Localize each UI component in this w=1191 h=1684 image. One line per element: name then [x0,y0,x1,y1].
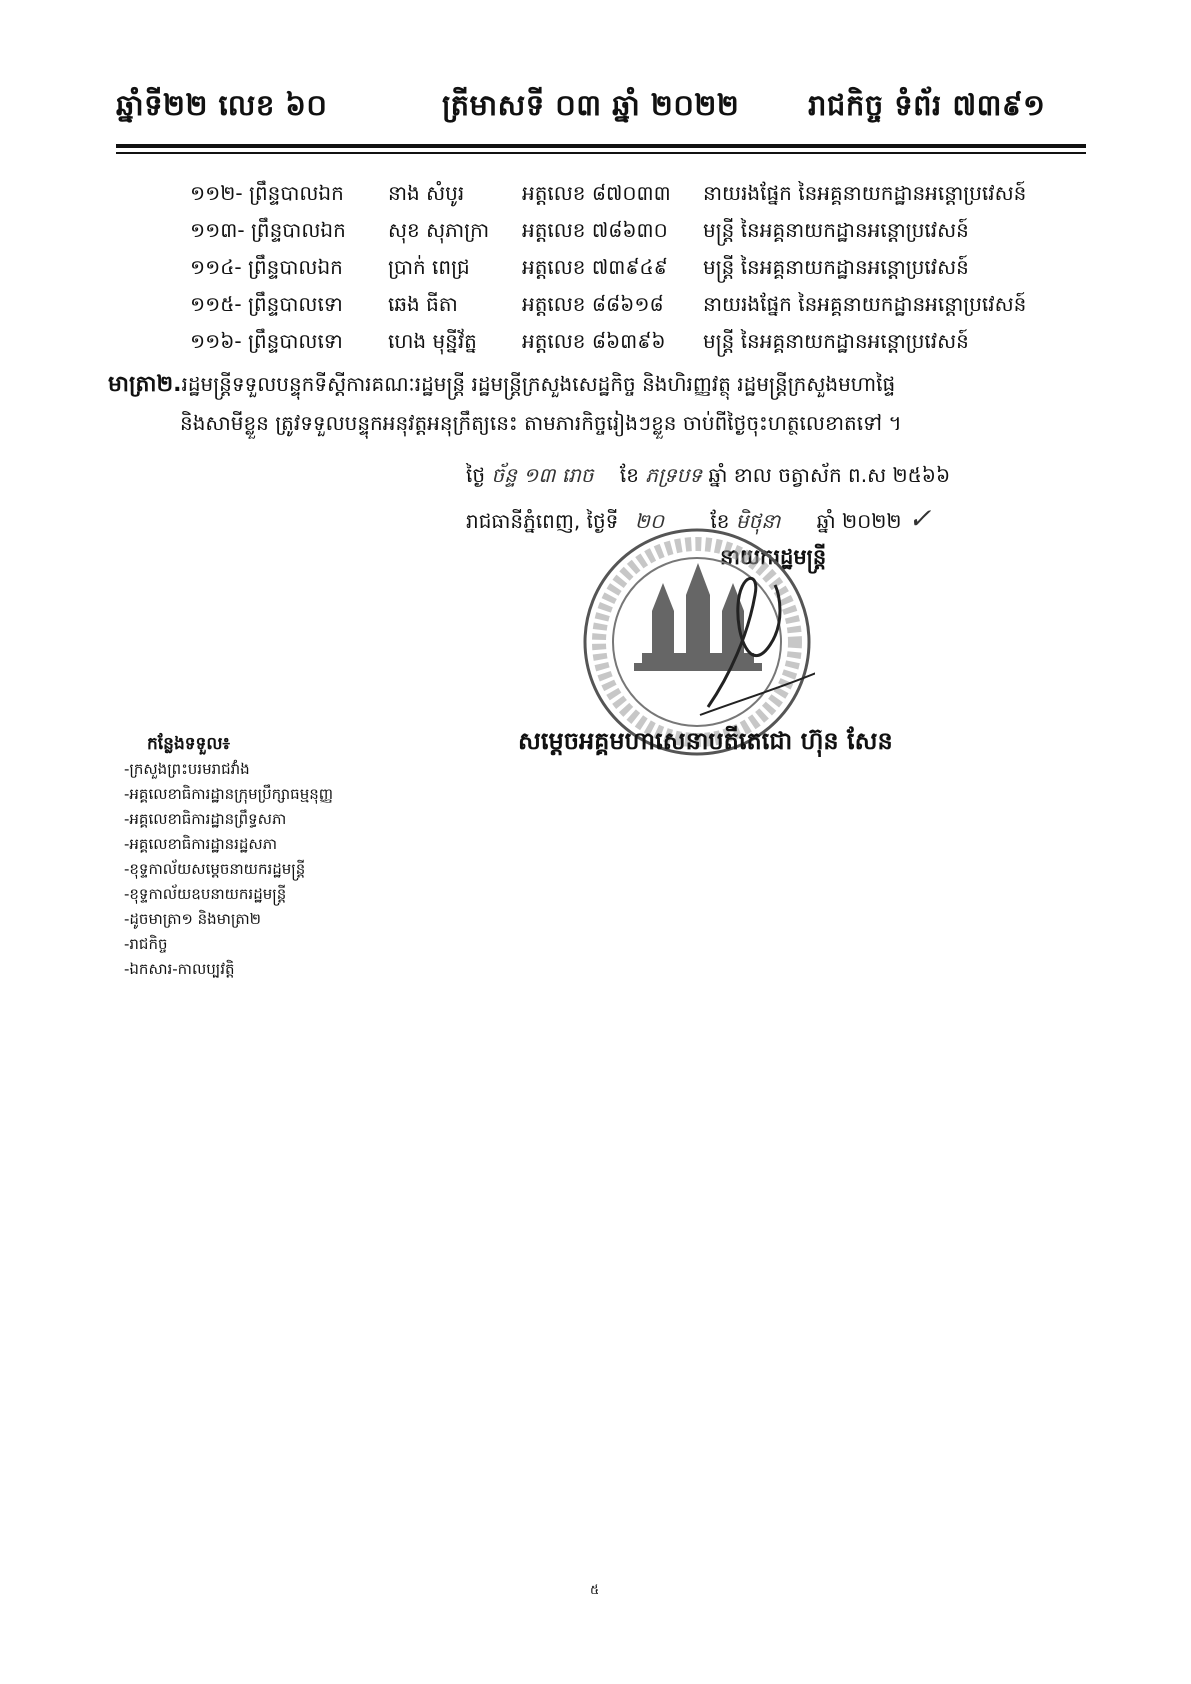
signatory-title: នាយករដ្ឋមន្ត្រី [720,545,827,569]
lunar-day-prefix: ថ្ងៃ [466,463,486,487]
place-day-label: រាជធានីភ្នំពេញ, ថ្ងៃទី [466,509,619,533]
article-2-text-line-1: រដ្ឋមន្ត្រីទទួលបន្ទុកទីស្តីការគណៈរដ្ឋមន្ត្រី រដ្ឋមន្ត្រីក្រសួងសេដ្ឋកិច្ច និងហិរញ្ញវត្ថុ រដ្ឋមន្ត្រីក្រសួងមហាផ្ទៃ [181,372,896,396]
month-prefix: ខែ [710,509,730,533]
list-item: -ខុទ្ទកាល័យឧបនាយករដ្ឋមន្ត្រី [124,885,287,903]
officer-name: ប្រាក់ ពេជ្រ [388,255,470,279]
recipients-title: កន្លែងទទួល៖ [147,734,231,754]
month-handwritten: មិថុនា [735,509,781,533]
officer-number-rank: ១១៤- ព្រឹន្ទបាលឯក [190,255,343,279]
officer-name: ឆេង ធីតា [388,292,458,316]
article-2-text-line-2: និងសាមីខ្លួន ត្រូវទទួលបន្ទុកអនុវត្តអនុក្រឹត្យនេះ តាមភារកិច្ចរៀងៗខ្លួន ចាប់ពីថ្ងៃចុះហត្ថលេខាតទៅ ។ [180,411,902,435]
officer-position: មន្ត្រី នៃអគ្គនាយកដ្ឋានអន្តោប្រវេសន៍ [703,218,969,242]
officer-number-rank: ១១៦- ព្រឹន្ទបាលទោ [190,329,343,353]
officer-name: ហេង មុន្នីវ័ត្ន [388,329,477,353]
officer-id: អត្តលេខ ៧៨៦៣០ [522,218,668,242]
issue-number: ឆ្នាំទី២២ លេខ ៦០ [116,88,328,122]
header-rule-thin [116,152,1086,154]
officer-id: អត្តលេខ ៨៨៦១៨ [522,292,664,316]
check-mark: ✓ [907,502,932,535]
officer-id: អត្តលេខ ៨៧០៣៣ [522,181,671,205]
list-item: -អគ្គលេខាធិការដ្ឋានរដ្ឋសភា [124,835,277,853]
officer-number-rank: ១១២- ព្រឹន្ទបាលឯក [190,181,344,205]
temple-icon [634,563,762,671]
officer-position: មន្ត្រី នៃអគ្គនាយកដ្ឋានអន្តោប្រវេសន៍ [703,329,969,353]
officer-id: អត្តលេខ ៨៦៣៩៦ [522,329,666,353]
list-item: -អគ្គលេខាធិការដ្ឋានព្រឹទ្ធសភា [124,810,287,828]
list-item: -ដូចមាត្រា១ និងមាត្រា២ [124,910,262,928]
officer-number-rank: ១១៣- ព្រឹន្ទបាលឯក [190,218,346,242]
article-2-line-1 [108,370,895,402]
list-item: -ក្រសួងព្រះបរមរាជវាំង [124,760,250,778]
lunar-month-prefix: ខែ [619,463,639,487]
page-number: ៥ [590,1583,600,1598]
year-label: ឆ្នាំ ២០២២ [816,509,902,533]
royal-seal [580,525,815,760]
header-rule-thick [116,144,1086,148]
officer-position: នាយរងផ្នែក នៃអគ្គនាយកដ្ឋានអន្តោប្រវេសន៍ [703,181,1027,205]
lunar-year: ឆ្នាំ ខាល ចត្វាស័ក ព.ស ២៥៦៦ [708,463,951,487]
list-item: -ខុទ្ទកាល័យសម្តេចនាយករដ្ឋមន្ត្រី [124,860,306,878]
list-item: -អគ្គលេខាធិការដ្ឋានក្រុមប្រឹក្សាធម្មនុញ្ញ [124,785,334,803]
officer-name: សុខ សុភាក្រា [388,218,490,242]
officer-id: អត្តលេខ ៧៣៩៤៩ [522,255,668,279]
lunar-date-line [466,462,950,492]
gazette-page-number: រាជកិច្ច ទំព័រ ៧៣៩១ [808,88,1046,122]
list-item: -រាជកិច្ច [124,935,168,953]
officer-position: មន្ត្រី នៃអគ្គនាយកដ្ឋានអន្តោប្រវេសន៍ [703,255,969,279]
quarter-label: ត្រីមាសទី ០៣ ឆ្នាំ ២០២២ [442,88,740,122]
list-item: -ឯកសារ-កាលប្បវត្តិ [124,960,235,978]
officer-number-rank: ១១៥- ព្រឹន្ទបាលទោ [190,292,343,316]
lunar-day-handwritten: ច័ន្ទ ១៣ រោច [491,463,594,487]
officer-position: នាយរងផ្នែក នៃអគ្គនាយកដ្ឋានអន្តោប្រវេសន៍ [703,292,1027,316]
article-2-label: មាត្រា២. [108,372,182,397]
officer-name: នាង សំបូរ [388,181,465,205]
day-handwritten: ២០ [634,509,665,533]
lunar-month-handwritten: ភទ្របទ [645,463,702,487]
signatory-name: សម្តេចអគ្គមហាសេនាបតីតេជោ ហ៊ុន សែន [518,727,893,755]
